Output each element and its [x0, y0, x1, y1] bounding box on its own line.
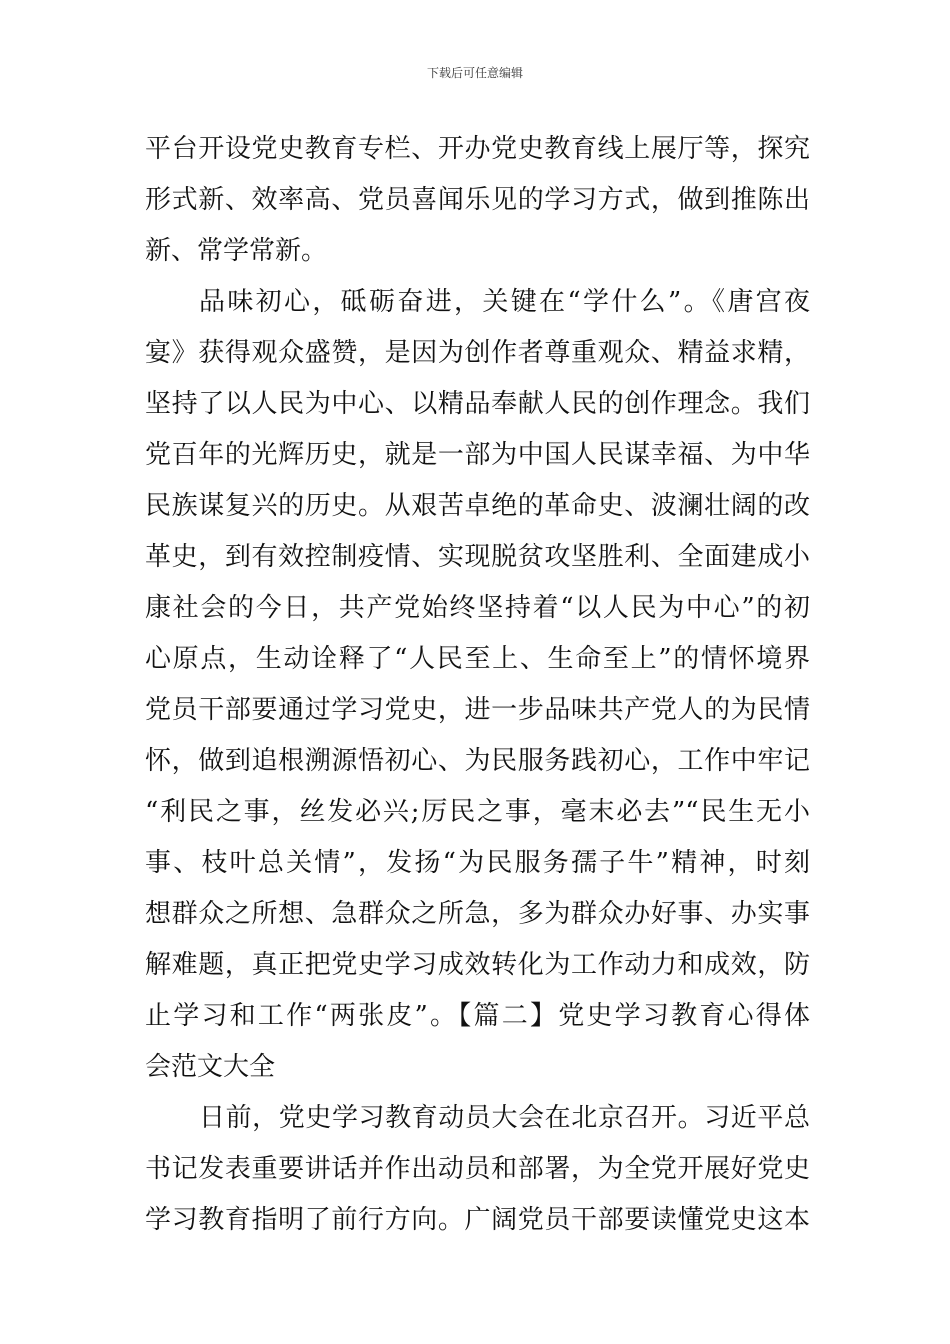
text-line-19: 会范文大全: [145, 1052, 276, 1082]
text-line-13: 怀，做到追根溯源悟初心、为民服务践初心，工作中牢记: [145, 746, 810, 776]
text-line-12: 党员干部要通过学习党史，进一步品味共产党人的为民情: [145, 695, 810, 725]
text-line-16: 想群众之所想、急群众之所急，多为群众办好事、办实事: [145, 899, 810, 929]
text-line-22: 学习教育指明了前行方向。广阔党员干部要读懂党史这本: [145, 1205, 810, 1235]
text-line-1: 平台开设党史教育专栏、开办党史教育线上展厅等，探究: [145, 134, 810, 164]
text-line-10: 康社会的今日，共产党始终坚持着“以人民为中心”的初: [145, 593, 810, 623]
text-line-14: “利民之事，丝发必兴;厉民之事，毫末必去”“民生无小: [145, 797, 810, 827]
document-body: [145, 124, 810, 1246]
text-line-17: 解难题，真正把党史学习成效转化为工作动力和成效，防: [145, 950, 810, 980]
text-line-6: 坚持了以人民为中心、以精品奉献人民的创作理念。我们: [145, 389, 810, 419]
text-line-11: 心原点，生动诠释了“人民至上、生命至上”的情怀境界: [145, 644, 810, 674]
text-line-15: 事、枝叶总关情”，发扬“为民服务孺子牛”精神，时刻: [145, 848, 810, 878]
text-line-7: 党百年的光辉历史，就是一部为中国人民谋幸福、为中华: [145, 440, 810, 470]
text-line-3: 新、常学常新。: [145, 236, 328, 266]
text-line-2: 形式新、效率高、党员喜闻乐见的学习方式，做到推陈出: [145, 185, 810, 215]
page-header: 下载后可任意编辑: [426, 66, 523, 80]
text-line-21: 书记发表重要讲话并作出动员和部署，为全党开展好党史: [145, 1154, 810, 1184]
text-line-5: 宴》获得观众盛赞，是因为创作者尊重观众、精益求精，: [145, 338, 810, 368]
text-line-18: 止学习和工作“两张皮”。【篇二】党史学习教育心得体: [145, 1001, 810, 1031]
text-line-4: 品味初心，砥砺奋进，关键在“学什么”。《唐宫夜: [199, 287, 810, 317]
text-line-20: 日前，党史学习教育动员大会在北京召开。习近平总: [199, 1103, 810, 1133]
text-line-8: 民族谋复兴的历史。从艰苦卓绝的革命史、波澜壮阔的改: [145, 491, 810, 521]
text-line-9: 革史，到有效控制疫情、实现脱贫攻坚胜利、全面建成小: [145, 542, 810, 572]
